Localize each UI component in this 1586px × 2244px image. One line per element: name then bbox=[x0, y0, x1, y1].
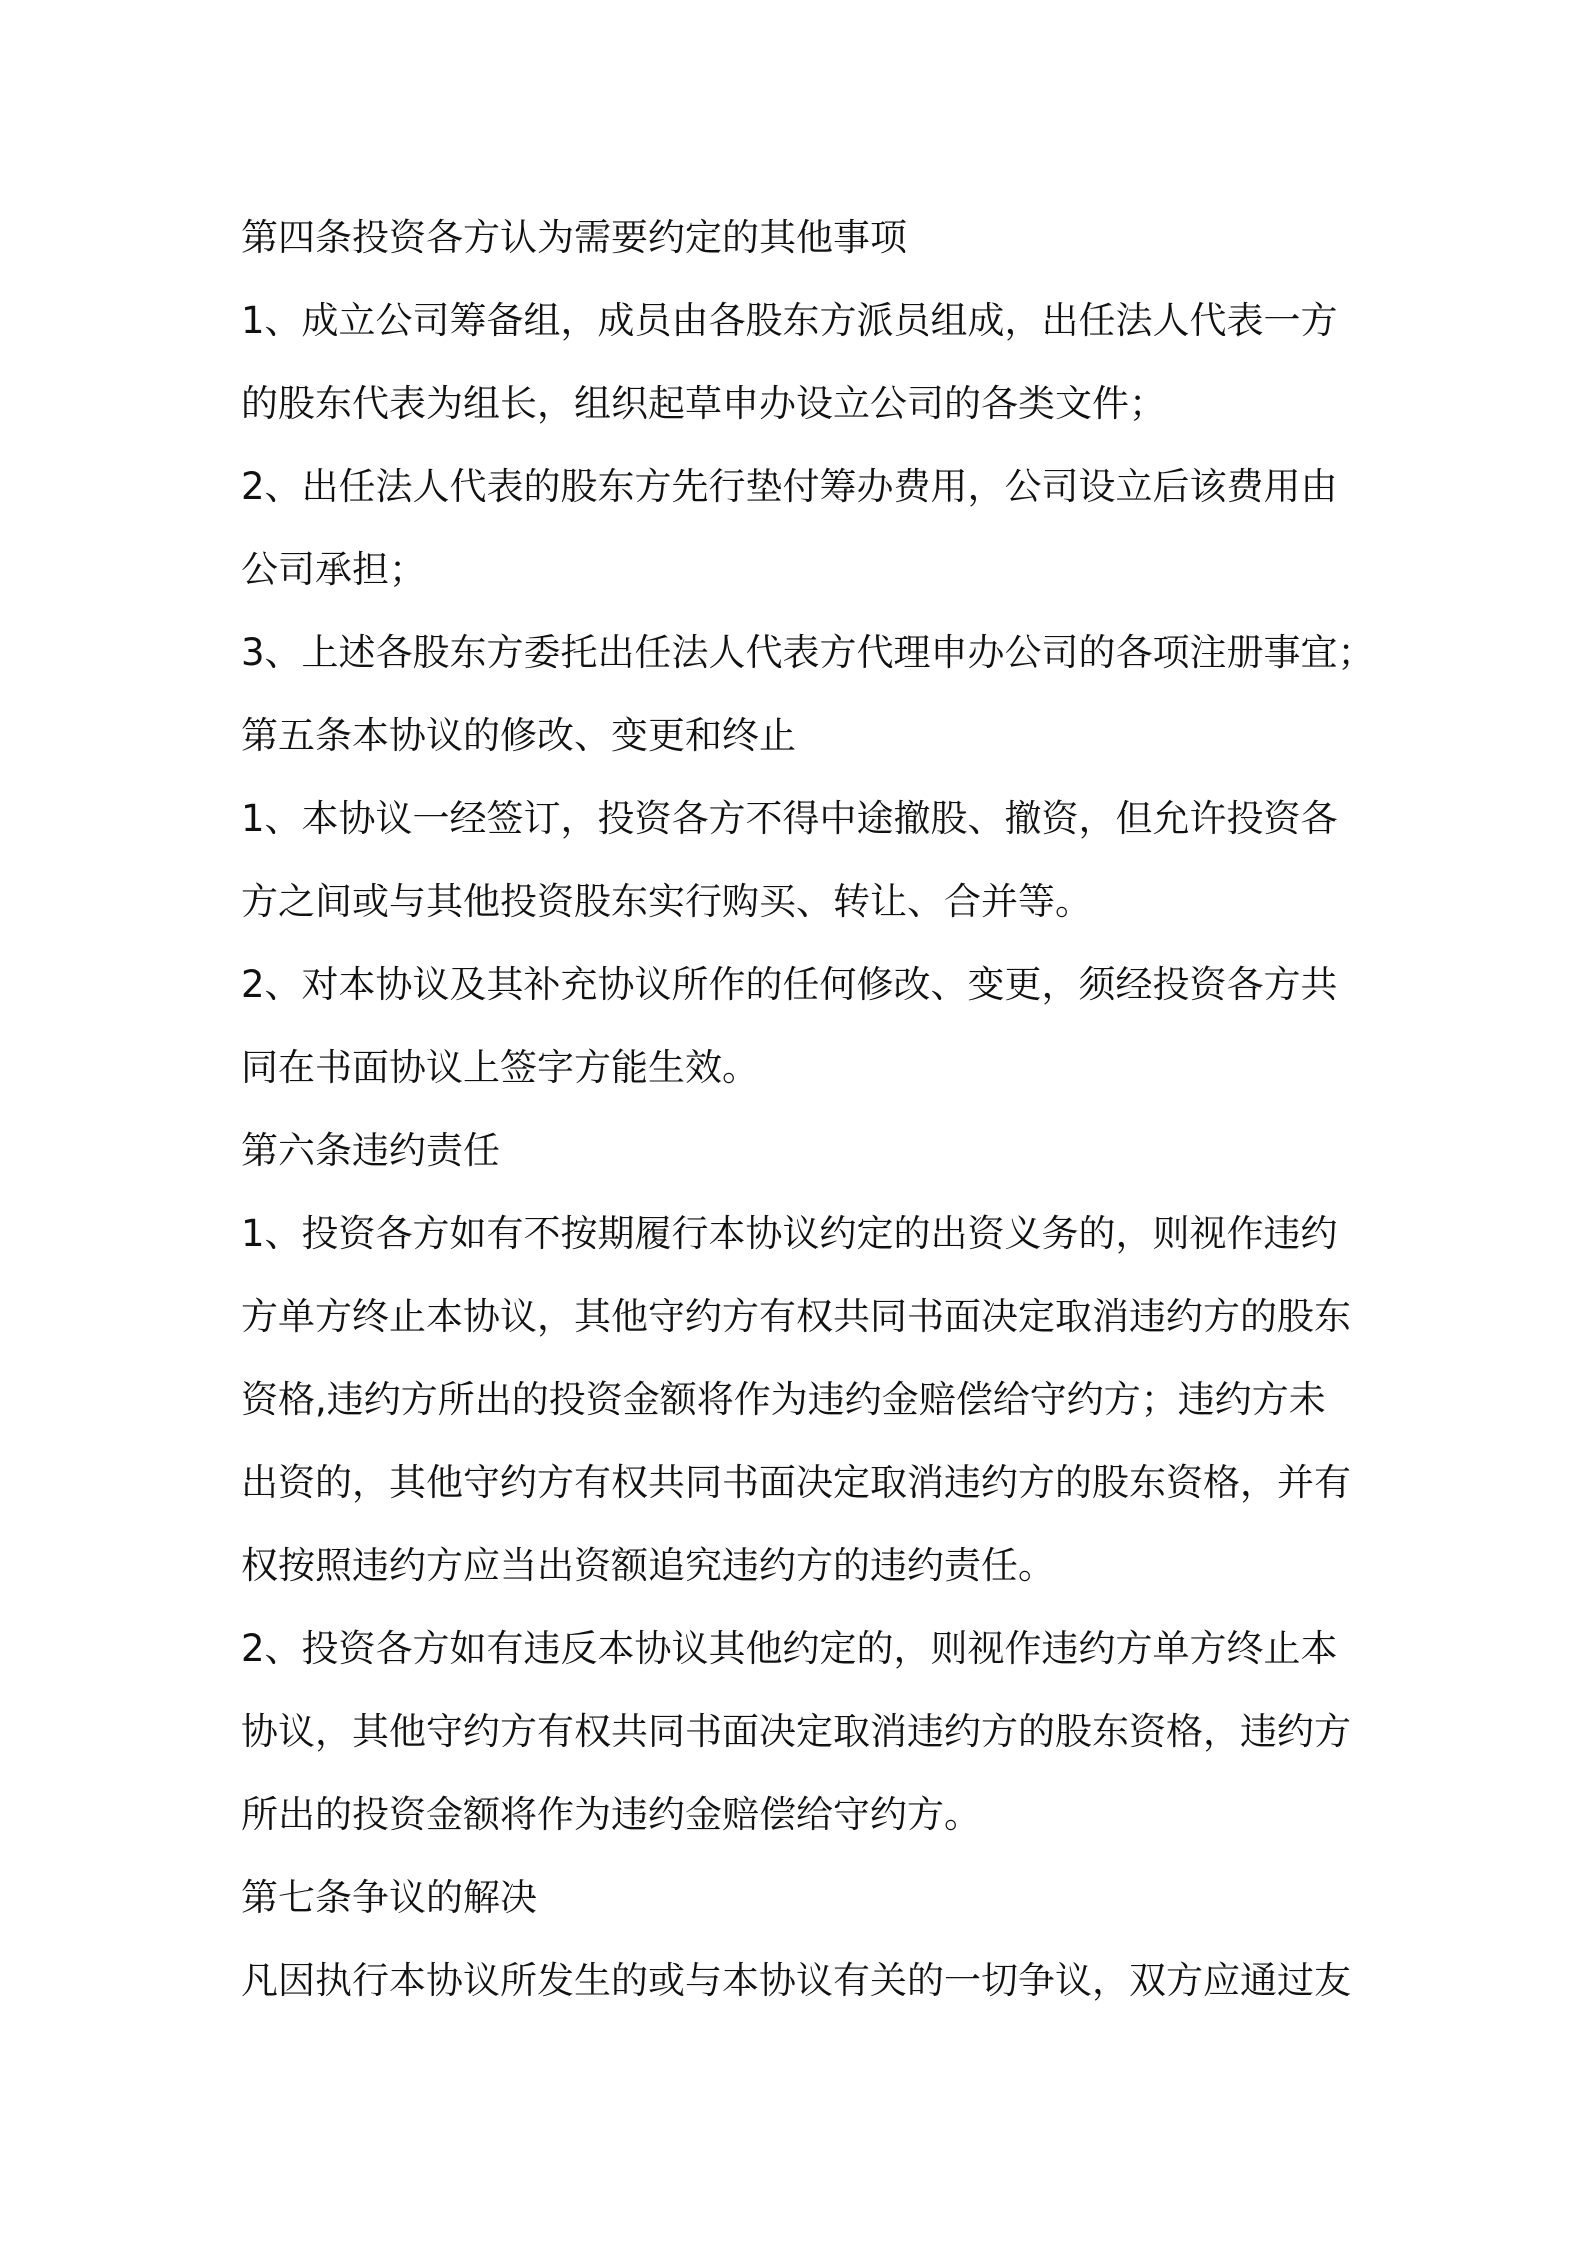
paragraph-line: 的股东代表为组长，组织起草申办设立公司的各类文件； bbox=[241, 382, 1166, 425]
paragraph-line: 出资的，其他守约方有权共同书面决定取消违约方的股东资格，并有 bbox=[241, 1461, 1351, 1504]
paragraph-line: 1、投资各方如有不按期履行本协议约定的出资义务的，则视作违约 bbox=[241, 1212, 1338, 1255]
paragraph-line: 方之间或与其他投资股东实行购买、转让、合并等。 bbox=[241, 880, 1092, 923]
paragraph-line: 方单方终止本协议，其他守约方有权共同书面决定取消违约方的股东 bbox=[241, 1295, 1351, 1338]
paragraph-line: 协议，其他守约方有权共同书面决定取消违约方的股东资格，违约方 bbox=[241, 1710, 1351, 1753]
paragraph-line: 凡因执行本协议所发生的或与本协议有关的一切争议，双方应通过友 bbox=[241, 1959, 1351, 2002]
paragraph-line: 资格,违约方所出的投资金额将作为违约金赔偿给守约方；违约方未 bbox=[241, 1378, 1326, 1421]
article-4-heading: 第四条投资各方认为需要约定的其他事项 bbox=[241, 216, 907, 259]
paragraph-line: 同在书面协议上签字方能生效。 bbox=[241, 1046, 759, 1089]
article-7-heading: 第七条争议的解决 bbox=[241, 1876, 537, 1919]
paragraph-line: 2、投资各方如有违反本协议其他约定的，则视作违约方单方终止本 bbox=[241, 1627, 1338, 1670]
paragraph-line: 所出的投资金额将作为违约金赔偿给守约方。 bbox=[241, 1793, 981, 1836]
article-6-heading: 第六条违约责任 bbox=[241, 1129, 500, 1172]
paragraph-line: 1、成立公司筹备组，成员由各股东方派员组成，出任法人代表一方 bbox=[241, 299, 1338, 342]
article-5-heading: 第五条本协议的修改、变更和终止 bbox=[241, 714, 796, 757]
paragraph-line: 公司承担； bbox=[241, 548, 426, 591]
paragraph-line: 3、上述各股东方委托出任法人代表方代理申办公司的各项注册事宜； bbox=[241, 631, 1375, 674]
paragraph-line: 2、对本协议及其补充协议所作的任何修改、变更，须经投资各方共 bbox=[241, 963, 1338, 1006]
paragraph-line: 1、本协议一经签订，投资各方不得中途撤股、撤资，但允许投资各 bbox=[241, 797, 1338, 840]
paragraph-line: 权按照违约方应当出资额追究违约方的违约责任。 bbox=[241, 1544, 1055, 1587]
agreement-text bbox=[241, 196, 1375, 2022]
paragraph-line: 2、出任法人代表的股东方先行垫付筹办费用，公司设立后该费用由 bbox=[241, 465, 1338, 508]
